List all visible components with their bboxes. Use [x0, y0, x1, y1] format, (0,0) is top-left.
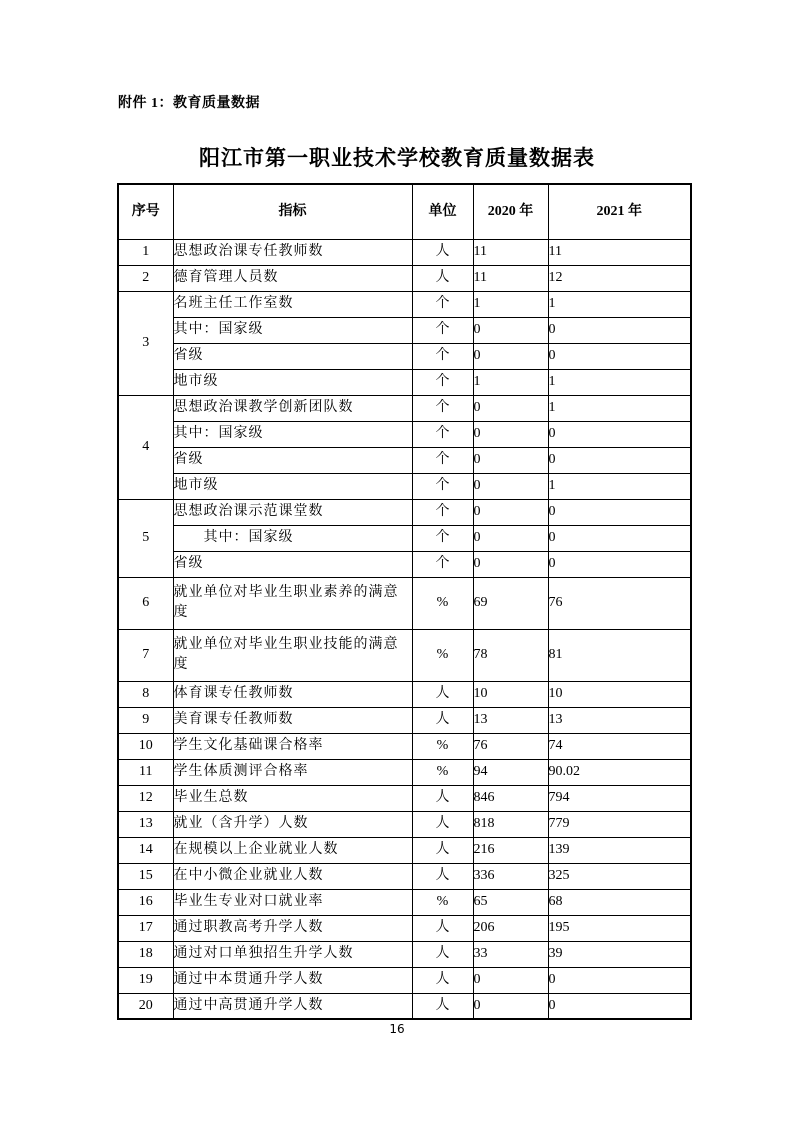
serial-cell: 11 — [118, 759, 173, 785]
indicator-cell: 体育课专任教师数 — [173, 681, 412, 707]
unit-cell: 个 — [412, 525, 473, 551]
table-row — [118, 525, 691, 551]
serial-cell: 14 — [118, 837, 173, 863]
value-2021-cell: 13 — [548, 707, 691, 733]
table-row — [118, 863, 691, 889]
indicator-cell: 学生体质测评合格率 — [173, 759, 412, 785]
unit-cell: 个 — [412, 499, 473, 525]
unit-cell: 人 — [412, 239, 473, 265]
table-header-row — [118, 184, 691, 239]
table-row — [118, 473, 691, 499]
table-row — [118, 967, 691, 993]
value-2020-cell: 336 — [473, 863, 548, 889]
table-row — [118, 265, 691, 291]
indicator-cell: 德育管理人员数 — [173, 265, 412, 291]
value-2021-cell: 139 — [548, 837, 691, 863]
table-row — [118, 291, 691, 317]
serial-cell: 16 — [118, 889, 173, 915]
unit-cell: 人 — [412, 941, 473, 967]
page-title: 阳江市第一职业技术学校教育质量数据表 — [199, 147, 595, 170]
indicator-cell: 就业单位对毕业生职业素养的满意度 — [173, 577, 412, 629]
value-2020-cell: 13 — [473, 707, 548, 733]
indicator-cell: 通过职教高考升学人数 — [173, 915, 412, 941]
serial-cell: 18 — [118, 941, 173, 967]
value-2020-cell: 1 — [473, 369, 548, 395]
value-2020-cell: 10 — [473, 681, 548, 707]
serial-cell: 10 — [118, 733, 173, 759]
value-2020-cell: 206 — [473, 915, 548, 941]
unit-cell: 人 — [412, 967, 473, 993]
value-2021-cell: 325 — [548, 863, 691, 889]
value-2021-cell: 794 — [548, 785, 691, 811]
table-row — [118, 577, 691, 629]
indicator-cell: 名班主任工作室数 — [173, 291, 412, 317]
value-2021-cell: 1 — [548, 369, 691, 395]
unit-cell: 人 — [412, 785, 473, 811]
indicator-cell: 其中：国家级 — [173, 421, 412, 447]
indicator-cell: 省级 — [173, 447, 412, 473]
unit-cell: 个 — [412, 473, 473, 499]
indicator-cell: 就业单位对毕业生职业技能的满意度 — [173, 629, 412, 681]
indicator-cell: 美育课专任教师数 — [173, 707, 412, 733]
column-header-serial: 序号 — [118, 184, 173, 239]
value-2020-cell: 0 — [473, 525, 548, 551]
unit-cell: 人 — [412, 915, 473, 941]
unit-cell: 人 — [412, 993, 473, 1019]
unit-cell: 人 — [412, 681, 473, 707]
unit-cell: % — [412, 577, 473, 629]
unit-cell: % — [412, 629, 473, 681]
unit-cell: 个 — [412, 291, 473, 317]
value-2020-cell: 65 — [473, 889, 548, 915]
serial-cell: 2 — [118, 265, 173, 291]
value-2021-cell: 68 — [548, 889, 691, 915]
indicator-cell: 思想政治课教学创新团队数 — [173, 395, 412, 421]
column-header-2020: 2020 年 — [473, 184, 548, 239]
data-table — [117, 183, 692, 1020]
column-header-2021: 2021 年 — [548, 184, 691, 239]
unit-cell: 个 — [412, 317, 473, 343]
unit-cell: 个 — [412, 421, 473, 447]
table-row — [118, 395, 691, 421]
value-2021-cell: 0 — [548, 317, 691, 343]
unit-cell: 个 — [412, 551, 473, 577]
indicator-cell: 学生文化基础课合格率 — [173, 733, 412, 759]
unit-cell: 人 — [412, 863, 473, 889]
table-row — [118, 889, 691, 915]
unit-cell: 个 — [412, 343, 473, 369]
table-row — [118, 915, 691, 941]
unit-cell: 人 — [412, 265, 473, 291]
indicator-cell: 通过中高贯通升学人数 — [173, 993, 412, 1019]
table-row — [118, 811, 691, 837]
indicator-cell: 地市级 — [173, 473, 412, 499]
table-row — [118, 629, 691, 681]
value-2021-cell: 0 — [548, 447, 691, 473]
table-row — [118, 239, 691, 265]
table-body — [118, 239, 691, 1019]
indicator-cell: 毕业生总数 — [173, 785, 412, 811]
serial-cell: 3 — [118, 291, 173, 395]
indicator-cell: 在中小微企业就业人数 — [173, 863, 412, 889]
indicator-cell: 通过对口单独招生升学人数 — [173, 941, 412, 967]
value-2020-cell: 0 — [473, 473, 548, 499]
unit-cell: 个 — [412, 369, 473, 395]
indicator-cell: 就业（含升学）人数 — [173, 811, 412, 837]
table-row — [118, 551, 691, 577]
value-2021-cell: 11 — [548, 239, 691, 265]
table-row — [118, 421, 691, 447]
value-2021-cell: 0 — [548, 993, 691, 1019]
value-2021-cell: 1 — [548, 291, 691, 317]
value-2021-cell: 0 — [548, 343, 691, 369]
serial-cell: 17 — [118, 915, 173, 941]
table-row — [118, 317, 691, 343]
unit-cell: % — [412, 733, 473, 759]
serial-cell: 5 — [118, 499, 173, 577]
value-2020-cell: 216 — [473, 837, 548, 863]
value-2021-cell: 39 — [548, 941, 691, 967]
value-2020-cell: 94 — [473, 759, 548, 785]
table-row — [118, 837, 691, 863]
unit-cell: % — [412, 759, 473, 785]
value-2021-cell: 1 — [548, 395, 691, 421]
indicator-cell: 其中：国家级 — [173, 317, 412, 343]
value-2020-cell: 0 — [473, 447, 548, 473]
unit-cell: 人 — [412, 837, 473, 863]
value-2021-cell: 0 — [548, 421, 691, 447]
value-2021-cell: 195 — [548, 915, 691, 941]
value-2020-cell: 0 — [473, 421, 548, 447]
unit-cell: 人 — [412, 811, 473, 837]
value-2020-cell: 846 — [473, 785, 548, 811]
column-header-indicator: 指标 — [173, 184, 412, 239]
indicator-cell: 省级 — [173, 343, 412, 369]
value-2020-cell: 0 — [473, 317, 548, 343]
indicator-cell: 思想政治课专任教师数 — [173, 239, 412, 265]
serial-cell: 9 — [118, 707, 173, 733]
serial-cell: 7 — [118, 629, 173, 681]
value-2021-cell: 81 — [548, 629, 691, 681]
table-row — [118, 369, 691, 395]
table-row — [118, 447, 691, 473]
value-2020-cell: 1 — [473, 291, 548, 317]
value-2021-cell: 0 — [548, 525, 691, 551]
indicator-cell: 毕业生专业对口就业率 — [173, 889, 412, 915]
indicator-cell: 思想政治课示范课堂数 — [173, 499, 412, 525]
value-2020-cell: 11 — [473, 265, 548, 291]
serial-cell: 1 — [118, 239, 173, 265]
attachment-label: 附件 1：教育质量数据 — [118, 96, 260, 111]
serial-cell: 8 — [118, 681, 173, 707]
value-2021-cell: 76 — [548, 577, 691, 629]
value-2021-cell: 0 — [548, 551, 691, 577]
value-2020-cell: 78 — [473, 629, 548, 681]
value-2020-cell: 0 — [473, 551, 548, 577]
serial-cell: 20 — [118, 993, 173, 1019]
table-row — [118, 941, 691, 967]
value-2021-cell: 1 — [548, 473, 691, 499]
indicator-cell: 在规模以上企业就业人数 — [173, 837, 412, 863]
value-2020-cell: 69 — [473, 577, 548, 629]
indicator-cell: 地市级 — [173, 369, 412, 395]
unit-cell: 人 — [412, 707, 473, 733]
value-2020-cell: 818 — [473, 811, 548, 837]
table-row — [118, 343, 691, 369]
value-2020-cell: 11 — [473, 239, 548, 265]
table-row — [118, 681, 691, 707]
serial-cell: 13 — [118, 811, 173, 837]
value-2020-cell: 0 — [473, 967, 548, 993]
table-row — [118, 993, 691, 1019]
value-2020-cell: 0 — [473, 343, 548, 369]
value-2021-cell: 74 — [548, 733, 691, 759]
value-2020-cell: 0 — [473, 993, 548, 1019]
value-2021-cell: 10 — [548, 681, 691, 707]
serial-cell: 4 — [118, 395, 173, 499]
column-header-unit: 单位 — [412, 184, 473, 239]
page-number: 16 — [389, 1022, 405, 1036]
serial-cell: 15 — [118, 863, 173, 889]
table-row — [118, 733, 691, 759]
table-row — [118, 759, 691, 785]
serial-cell: 19 — [118, 967, 173, 993]
unit-cell: % — [412, 889, 473, 915]
indicator-cell: 省级 — [173, 551, 412, 577]
table-row — [118, 785, 691, 811]
value-2021-cell: 0 — [548, 967, 691, 993]
indicator-cell: 其中：国家级 — [173, 525, 412, 551]
value-2020-cell: 33 — [473, 941, 548, 967]
table-row — [118, 707, 691, 733]
value-2021-cell: 0 — [548, 499, 691, 525]
value-2020-cell: 76 — [473, 733, 548, 759]
value-2020-cell: 0 — [473, 395, 548, 421]
indicator-cell: 通过中本贯通升学人数 — [173, 967, 412, 993]
value-2021-cell: 12 — [548, 265, 691, 291]
serial-cell: 6 — [118, 577, 173, 629]
value-2020-cell: 0 — [473, 499, 548, 525]
unit-cell: 个 — [412, 447, 473, 473]
unit-cell: 个 — [412, 395, 473, 421]
value-2021-cell: 90.02 — [548, 759, 691, 785]
table-row — [118, 499, 691, 525]
value-2021-cell: 779 — [548, 811, 691, 837]
serial-cell: 12 — [118, 785, 173, 811]
